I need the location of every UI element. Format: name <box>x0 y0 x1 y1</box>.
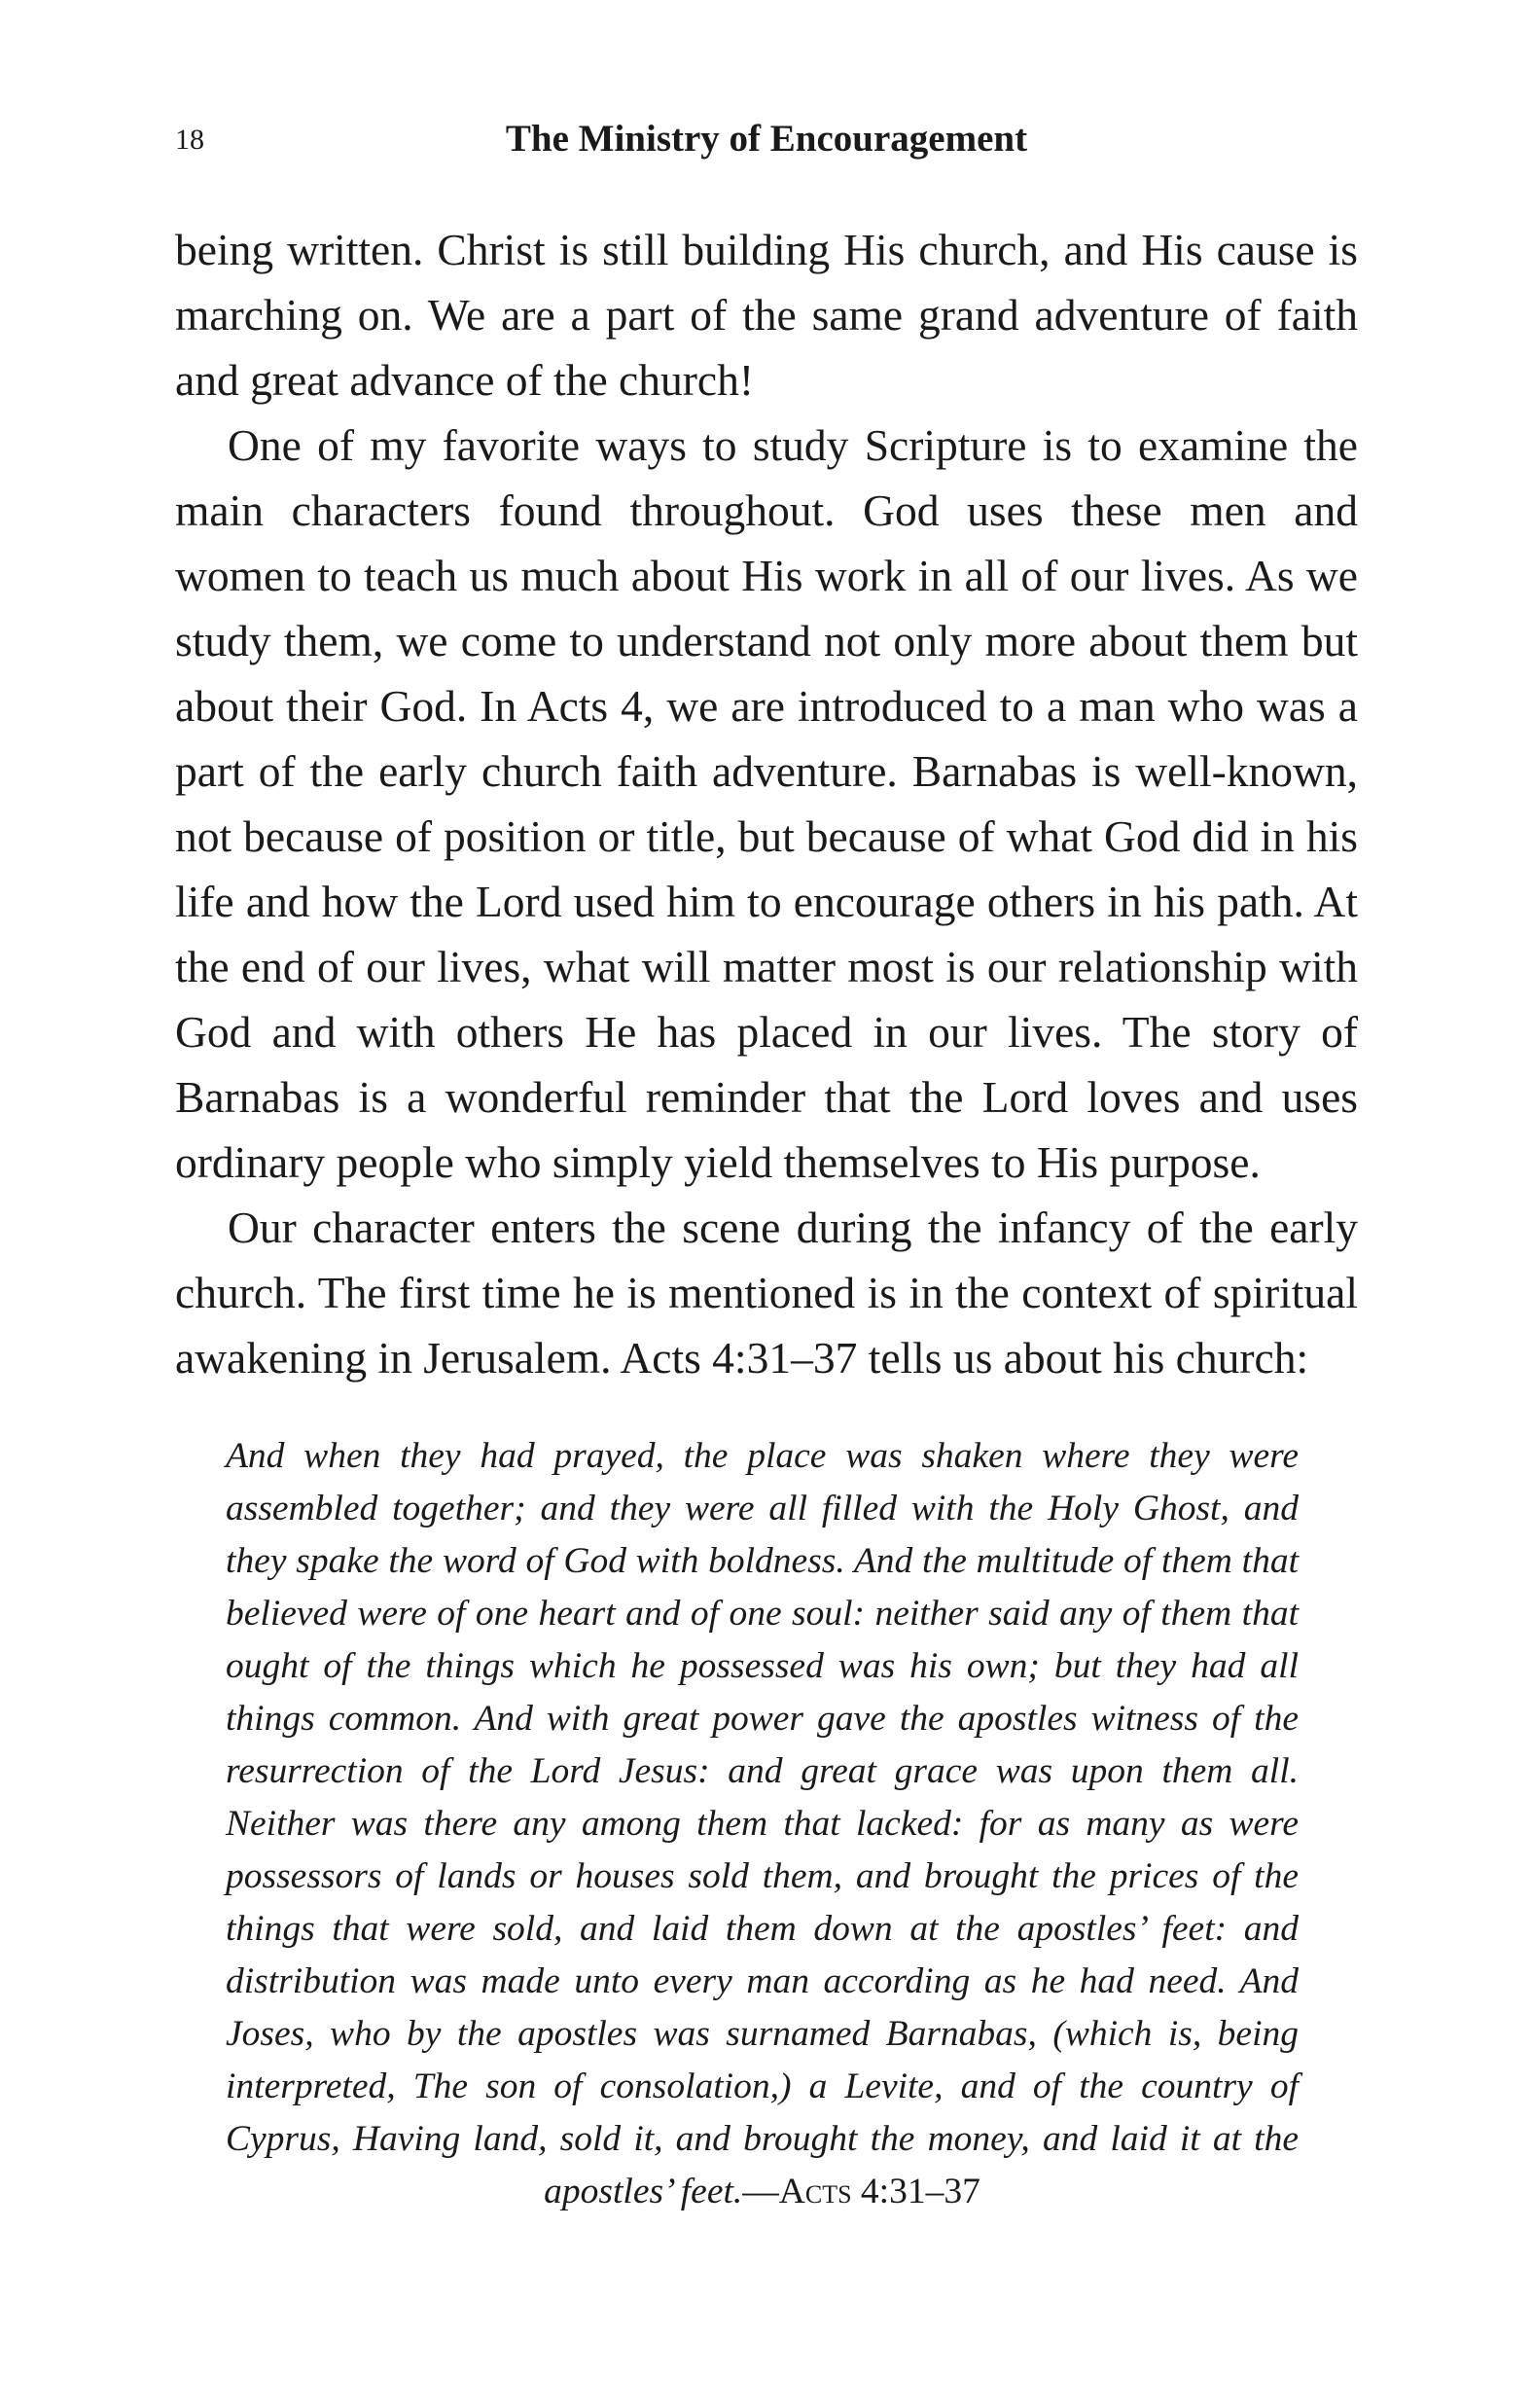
body-text <box>175 217 1358 1390</box>
page-number: 18 <box>175 124 204 156</box>
running-head <box>175 115 1358 173</box>
quote-text: And when they had prayed, the place was shaken where they were assembled together; and they were all filled with the Holy Ghost, and they spake the word of God with boldness. And the multitude of them that believed were of one heart and of one soul: neither said any of them that ought of the things which he possessed was his own; but they had all things common. And with great power gave the apostles witness of the resurrection of the Lord Jesus: and great grace was upon them all. Neither was there any among them that lacked: for as many as were possessors of lands or houses sold them, and brought the prices of the things that were sold, and laid them down at the apostles’ feet: and distribution was made unto every man according as he had need. And Joses, who by the apostles was surnamed Barnabas, (which is, being interpreted, The son of consolation,) a Levite, and of the country of Cyprus, Having land, sold it, and brought the money, and laid it at the apostles’ feet. <box>226 1436 1299 2211</box>
paragraph: being written. Christ is still building His church, and His cause is marching on. We are a part of the same grand adventure of faith and great advance of the church! <box>175 225 1358 405</box>
scripture-block-quote <box>226 1430 1299 2218</box>
chapter-title: The Ministry of Encouragement <box>505 118 1028 160</box>
paragraph: One of my favorite ways to study Scripture is to examine the main characters found throughout. God uses these men and women to teach us much about His work in all of our lives. As we study them, we come to understand not only more about them but about their God. In Acts 4, we are introduced to a man who was a part of the early church faith adventure. Barnabas is well-known, not because of position or title, but because of what God did in his life and how the Lord used him to encourage others in his path. At the end of our lives, what will matter most is our relationship with God and with others He has placed in our lives. The story of Barnabas is a wonderful reminder that the Lord loves and uses ordinary people who simply yield themselves to His purpose. <box>175 420 1358 1187</box>
quote-citation: —Acts 4:31–37 <box>742 2172 980 2211</box>
paragraph: Our character enters the scene during the infancy of the early church. The first time he is mentioned is in the context of spiritual awakening in Jerusalem. Acts 4:31–37 tells us about his church: <box>175 1203 1358 1383</box>
